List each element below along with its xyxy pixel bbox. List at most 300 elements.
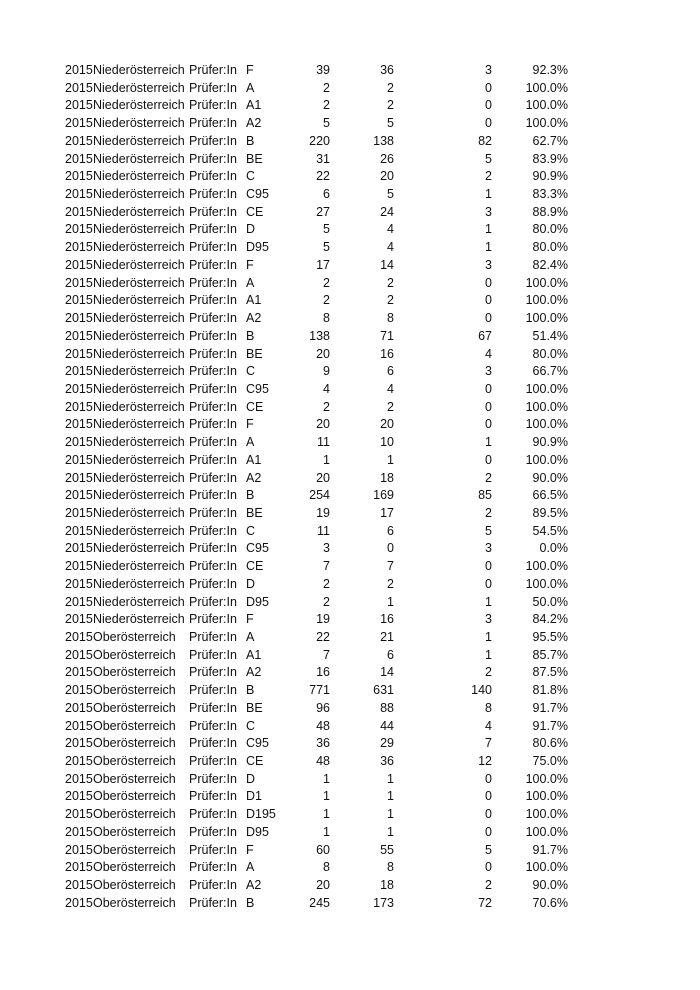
region-cell: Niederösterreich — [93, 275, 185, 290]
license-class-cell: A2 — [246, 470, 262, 485]
table-row — [0, 346, 700, 364]
role-cell: Prüfer:In — [189, 878, 237, 893]
year-cell: 2015 — [65, 328, 93, 343]
passed-cell: 5 — [387, 116, 394, 131]
region-cell: Niederösterreich — [93, 98, 185, 113]
license-class-cell: A2 — [246, 116, 262, 131]
license-class-cell: C95 — [246, 736, 269, 751]
role-cell: Prüfer:In — [189, 80, 237, 95]
role-cell: Prüfer:In — [189, 700, 237, 715]
table-row — [0, 363, 700, 381]
license-class-cell: CE — [246, 399, 264, 414]
year-cell: 2015 — [65, 807, 93, 822]
table-row — [0, 718, 700, 736]
license-class-cell: BE — [246, 151, 263, 166]
license-class-cell: C95 — [246, 381, 269, 396]
failed-cell: 2 — [485, 169, 492, 184]
license-class-cell: C — [246, 364, 256, 379]
region-cell: Oberösterreich — [93, 718, 176, 733]
failed-cell: 0 — [485, 275, 492, 290]
table-row — [0, 221, 700, 239]
role-cell: Prüfer:In — [189, 151, 237, 166]
year-cell: 2015 — [65, 576, 93, 591]
license-class-cell: A1 — [246, 293, 262, 308]
pass-rate-cell: 100.0% — [525, 576, 568, 591]
pass-rate-cell: 75.0% — [532, 754, 568, 769]
role-cell: Prüfer:In — [189, 630, 237, 644]
region-cell: Niederösterreich — [93, 470, 185, 485]
failed-cell: 3 — [485, 541, 492, 556]
year-cell: 2015 — [65, 63, 93, 77]
role-cell: Prüfer:In — [189, 789, 237, 804]
year-cell: 2015 — [65, 364, 93, 379]
total-cell: 1 — [323, 789, 330, 804]
passed-cell: 1 — [387, 824, 394, 839]
total-cell: 6 — [323, 187, 330, 202]
failed-cell: 0 — [485, 860, 492, 875]
year-cell: 2015 — [65, 630, 93, 644]
region-cell: Niederösterreich — [93, 257, 185, 272]
role-cell: Prüfer:In — [189, 240, 237, 255]
failed-cell: 0 — [485, 417, 492, 432]
passed-cell: 18 — [380, 878, 394, 893]
license-class-cell: A2 — [246, 878, 262, 893]
pass-rate-cell: 100.0% — [525, 807, 568, 822]
role-cell: Prüfer:In — [189, 647, 237, 662]
pass-rate-cell: 70.6% — [532, 895, 568, 910]
failed-cell: 0 — [485, 824, 492, 839]
region-cell: Niederösterreich — [93, 63, 185, 77]
total-cell: 2 — [323, 293, 330, 308]
year-cell: 2015 — [65, 541, 93, 556]
role-cell: Prüfer:In — [189, 452, 237, 467]
year-cell: 2015 — [65, 98, 93, 113]
license-class-cell: D — [246, 576, 256, 591]
year-cell: 2015 — [65, 665, 93, 680]
role-cell: Prüfer:In — [189, 470, 237, 485]
total-cell: 245 — [309, 895, 330, 910]
license-class-cell: F — [246, 63, 254, 77]
failed-cell: 67 — [478, 328, 492, 343]
passed-cell: 4 — [387, 222, 394, 237]
table-row — [0, 328, 700, 346]
license-class-cell: D — [246, 222, 256, 237]
pass-rate-cell: 85.7% — [532, 647, 568, 662]
failed-cell: 3 — [485, 612, 492, 627]
license-class-cell: D1 — [246, 789, 262, 804]
passed-cell: 14 — [380, 665, 394, 680]
table-row — [0, 97, 700, 115]
table-row — [0, 647, 700, 665]
passed-cell: 2 — [387, 399, 394, 414]
failed-cell: 12 — [478, 754, 492, 769]
failed-cell: 2 — [485, 878, 492, 893]
failed-cell: 5 — [485, 842, 492, 857]
license-class-cell: D95 — [246, 240, 269, 255]
year-cell: 2015 — [65, 559, 93, 574]
failed-cell: 2 — [485, 665, 492, 680]
total-cell: 2 — [323, 594, 330, 609]
table-row — [0, 594, 700, 612]
license-class-cell: A — [246, 435, 255, 450]
table-row — [0, 416, 700, 434]
license-class-cell: F — [246, 417, 254, 432]
year-cell: 2015 — [65, 824, 93, 839]
pass-rate-cell: 51.4% — [532, 328, 568, 343]
license-class-cell: D — [246, 771, 256, 786]
total-cell: 2 — [323, 399, 330, 414]
total-cell: 4 — [323, 381, 330, 396]
failed-cell: 7 — [485, 736, 492, 751]
year-cell: 2015 — [65, 736, 93, 751]
pass-rate-cell: 84.2% — [532, 612, 568, 627]
region-cell: Niederösterreich — [93, 488, 185, 503]
failed-cell: 0 — [485, 80, 492, 95]
pass-rate-cell: 90.9% — [532, 435, 568, 450]
failed-cell: 0 — [485, 381, 492, 396]
pass-rate-cell: 80.0% — [532, 222, 568, 237]
failed-cell: 8 — [485, 700, 492, 715]
pass-rate-cell: 90.0% — [532, 878, 568, 893]
pass-rate-cell: 91.7% — [532, 842, 568, 857]
pass-rate-cell: 100.0% — [525, 771, 568, 786]
role-cell: Prüfer:In — [189, 116, 237, 131]
year-cell: 2015 — [65, 204, 93, 219]
region-cell: Oberösterreich — [93, 824, 176, 839]
region-cell: Niederösterreich — [93, 399, 185, 414]
year-cell: 2015 — [65, 80, 93, 95]
region-cell: Niederösterreich — [93, 169, 185, 184]
year-cell: 2015 — [65, 133, 93, 148]
passed-cell: 36 — [380, 754, 394, 769]
pass-rate-cell: 100.0% — [525, 80, 568, 95]
table-row — [0, 452, 700, 470]
table-row — [0, 133, 700, 151]
role-cell: Prüfer:In — [189, 665, 237, 680]
total-cell: 2 — [323, 98, 330, 113]
pass-rate-cell: 100.0% — [525, 860, 568, 875]
license-class-cell: C — [246, 718, 256, 733]
year-cell: 2015 — [65, 151, 93, 166]
license-class-cell: C95 — [246, 187, 269, 202]
year-cell: 2015 — [65, 452, 93, 467]
failed-cell: 3 — [485, 204, 492, 219]
passed-cell: 1 — [387, 807, 394, 822]
passed-cell: 4 — [387, 240, 394, 255]
failed-cell: 4 — [485, 718, 492, 733]
table-row — [0, 664, 700, 682]
role-cell: Prüfer:In — [189, 736, 237, 751]
year-cell: 2015 — [65, 700, 93, 715]
pass-rate-cell: 0.0% — [539, 541, 568, 556]
failed-cell: 1 — [485, 647, 492, 662]
year-cell: 2015 — [65, 842, 93, 857]
passed-cell: 1 — [387, 594, 394, 609]
passed-cell: 24 — [380, 204, 394, 219]
region-cell: Niederösterreich — [93, 240, 185, 255]
failed-cell: 1 — [485, 222, 492, 237]
passed-cell: 16 — [380, 346, 394, 361]
region-cell: Oberösterreich — [93, 647, 176, 662]
year-cell: 2015 — [65, 789, 93, 804]
table-row — [0, 292, 700, 310]
region-cell: Niederösterreich — [93, 346, 185, 361]
total-cell: 19 — [316, 612, 330, 627]
role-cell: Prüfer:In — [189, 683, 237, 698]
passed-cell: 7 — [387, 559, 394, 574]
failed-cell: 0 — [485, 789, 492, 804]
region-cell: Niederösterreich — [93, 523, 185, 538]
year-cell: 2015 — [65, 240, 93, 255]
total-cell: 138 — [309, 328, 330, 343]
pass-rate-cell: 100.0% — [525, 116, 568, 131]
year-cell: 2015 — [65, 222, 93, 237]
total-cell: 1 — [323, 807, 330, 822]
year-cell: 2015 — [65, 523, 93, 538]
failed-cell: 1 — [485, 240, 492, 255]
failed-cell: 82 — [478, 133, 492, 148]
year-cell: 2015 — [65, 169, 93, 184]
license-class-cell: A — [246, 630, 255, 644]
role-cell: Prüfer:In — [189, 860, 237, 875]
passed-cell: 20 — [380, 169, 394, 184]
year-cell: 2015 — [65, 860, 93, 875]
table-row — [0, 310, 700, 328]
role-cell: Prüfer:In — [189, 275, 237, 290]
passed-cell: 631 — [373, 683, 394, 698]
failed-cell: 0 — [485, 576, 492, 591]
year-cell: 2015 — [65, 399, 93, 414]
total-cell: 5 — [323, 240, 330, 255]
total-cell: 2 — [323, 80, 330, 95]
pass-rate-cell: 100.0% — [525, 381, 568, 396]
passed-cell: 0 — [387, 541, 394, 556]
total-cell: 8 — [323, 860, 330, 875]
total-cell: 96 — [316, 700, 330, 715]
table-row — [0, 399, 700, 417]
pass-rate-cell: 100.0% — [525, 399, 568, 414]
passed-cell: 1 — [387, 452, 394, 467]
pass-rate-cell: 100.0% — [525, 311, 568, 326]
year-cell: 2015 — [65, 771, 93, 786]
passed-cell: 173 — [373, 895, 394, 910]
region-cell: Oberösterreich — [93, 842, 176, 857]
role-cell: Prüfer:In — [189, 364, 237, 379]
role-cell: Prüfer:In — [189, 807, 237, 822]
table-row — [0, 842, 700, 860]
total-cell: 48 — [316, 754, 330, 769]
total-cell: 48 — [316, 718, 330, 733]
pass-rate-cell: 100.0% — [525, 417, 568, 432]
role-cell: Prüfer:In — [189, 754, 237, 769]
year-cell: 2015 — [65, 417, 93, 432]
total-cell: 11 — [317, 435, 330, 450]
table-row — [0, 806, 700, 824]
license-class-cell: A1 — [246, 98, 262, 113]
pass-rate-cell: 50.0% — [532, 594, 568, 609]
region-cell: Niederösterreich — [93, 576, 185, 591]
total-cell: 60 — [316, 842, 330, 857]
table-row — [0, 186, 700, 204]
region-cell: Niederösterreich — [93, 452, 185, 467]
role-cell: Prüfer:In — [189, 257, 237, 272]
license-class-cell: D95 — [246, 594, 269, 609]
pass-rate-cell: 90.9% — [532, 169, 568, 184]
license-class-cell: D195 — [246, 807, 276, 822]
year-cell: 2015 — [65, 187, 93, 202]
failed-cell: 1 — [485, 187, 492, 202]
license-class-cell: C — [246, 523, 256, 538]
region-cell: Oberösterreich — [93, 754, 176, 769]
total-cell: 220 — [309, 133, 330, 148]
role-cell: Prüfer:In — [189, 204, 237, 219]
region-cell: Niederösterreich — [93, 541, 185, 556]
total-cell: 20 — [316, 878, 330, 893]
region-cell: Oberösterreich — [93, 878, 176, 893]
year-cell: 2015 — [65, 683, 93, 698]
region-cell: Oberösterreich — [93, 807, 176, 822]
table-row — [0, 487, 700, 505]
failed-cell: 72 — [478, 895, 492, 910]
total-cell: 22 — [316, 169, 330, 184]
passed-cell: 1 — [387, 771, 394, 786]
table-row — [0, 576, 700, 594]
passed-cell: 6 — [387, 647, 394, 662]
passed-cell: 26 — [380, 151, 394, 166]
table-row — [0, 151, 700, 169]
year-cell: 2015 — [65, 346, 93, 361]
region-cell: Niederösterreich — [93, 364, 185, 379]
license-class-cell: D95 — [246, 824, 269, 839]
total-cell: 20 — [316, 417, 330, 432]
failed-cell: 0 — [485, 116, 492, 131]
table-row — [0, 788, 700, 806]
pass-rate-cell: 100.0% — [525, 452, 568, 467]
role-cell: Prüfer:In — [189, 293, 237, 308]
license-class-cell: A1 — [246, 647, 262, 662]
failed-cell: 5 — [485, 151, 492, 166]
region-cell: Niederösterreich — [93, 204, 185, 219]
region-cell: Niederösterreich — [93, 612, 185, 627]
role-cell: Prüfer:In — [189, 133, 237, 148]
total-cell: 11 — [317, 523, 330, 538]
table-row — [0, 700, 700, 718]
passed-cell: 44 — [380, 718, 394, 733]
year-cell: 2015 — [65, 647, 93, 662]
pass-rate-cell: 100.0% — [525, 559, 568, 574]
failed-cell: 85 — [478, 488, 492, 503]
role-cell: Prüfer:In — [189, 381, 237, 396]
passed-cell: 2 — [387, 576, 394, 591]
license-class-cell: F — [246, 612, 254, 627]
pass-rate-cell: 91.7% — [532, 718, 568, 733]
failed-cell: 1 — [485, 630, 492, 644]
role-cell: Prüfer:In — [189, 435, 237, 450]
failed-cell: 3 — [485, 257, 492, 272]
region-cell: Niederösterreich — [93, 133, 185, 148]
failed-cell: 0 — [485, 559, 492, 574]
passed-cell: 6 — [387, 364, 394, 379]
total-cell: 254 — [309, 488, 330, 503]
year-cell: 2015 — [65, 594, 93, 609]
failed-cell: 2 — [485, 505, 492, 520]
table-row — [0, 505, 700, 523]
license-class-cell: B — [246, 328, 255, 343]
total-cell: 7 — [323, 647, 330, 662]
passed-cell: 14 — [380, 257, 394, 272]
failed-cell: 0 — [485, 452, 492, 467]
table-row — [0, 877, 700, 895]
pass-rate-cell: 100.0% — [525, 98, 568, 113]
table-row — [0, 275, 700, 293]
passed-cell: 18 — [380, 470, 394, 485]
passed-cell: 8 — [387, 860, 394, 875]
passed-cell: 21 — [380, 630, 394, 644]
table-row — [0, 540, 700, 558]
failed-cell: 0 — [485, 771, 492, 786]
passed-cell: 6 — [387, 523, 394, 538]
failed-cell: 4 — [485, 346, 492, 361]
role-cell: Prüfer:In — [189, 222, 237, 237]
role-cell: Prüfer:In — [189, 612, 237, 627]
license-class-cell: B — [246, 895, 255, 910]
region-cell: Niederösterreich — [93, 594, 185, 609]
total-cell: 39 — [316, 63, 330, 77]
passed-cell: 10 — [380, 435, 394, 450]
role-cell: Prüfer:In — [189, 328, 237, 343]
table-row — [0, 771, 700, 789]
role-cell: Prüfer:In — [189, 718, 237, 733]
year-cell: 2015 — [65, 754, 93, 769]
passed-cell: 8 — [387, 311, 394, 326]
region-cell: Niederösterreich — [93, 187, 185, 202]
pass-rate-cell: 87.5% — [532, 665, 568, 680]
table-row — [0, 523, 700, 541]
license-class-cell: BE — [246, 505, 263, 520]
pass-rate-cell: 100.0% — [525, 275, 568, 290]
pass-rate-cell: 89.5% — [532, 505, 568, 520]
license-class-cell: CE — [246, 204, 264, 219]
passed-cell: 2 — [387, 293, 394, 308]
role-cell: Prüfer:In — [189, 98, 237, 113]
role-cell: Prüfer:In — [189, 399, 237, 414]
total-cell: 5 — [323, 116, 330, 131]
license-class-cell: F — [246, 257, 254, 272]
license-class-cell: C — [246, 169, 256, 184]
table-row — [0, 824, 700, 842]
failed-cell: 0 — [485, 98, 492, 113]
passed-cell: 1 — [387, 789, 394, 804]
failed-cell: 0 — [485, 399, 492, 414]
year-cell: 2015 — [65, 878, 93, 893]
failed-cell: 3 — [485, 364, 492, 379]
region-cell: Niederösterreich — [93, 222, 185, 237]
total-cell: 27 — [316, 204, 330, 219]
role-cell: Prüfer:In — [189, 311, 237, 326]
pass-rate-cell: 83.9% — [532, 151, 568, 166]
year-cell: 2015 — [65, 293, 93, 308]
license-class-cell: A2 — [246, 311, 262, 326]
total-cell: 19 — [316, 505, 330, 520]
year-cell: 2015 — [65, 435, 93, 450]
year-cell: 2015 — [65, 275, 93, 290]
region-cell: Niederösterreich — [93, 311, 185, 326]
total-cell: 1 — [323, 771, 330, 786]
table-row — [0, 80, 700, 98]
table-row — [0, 168, 700, 186]
total-cell: 17 — [316, 257, 330, 272]
role-cell: Prüfer:In — [189, 842, 237, 857]
